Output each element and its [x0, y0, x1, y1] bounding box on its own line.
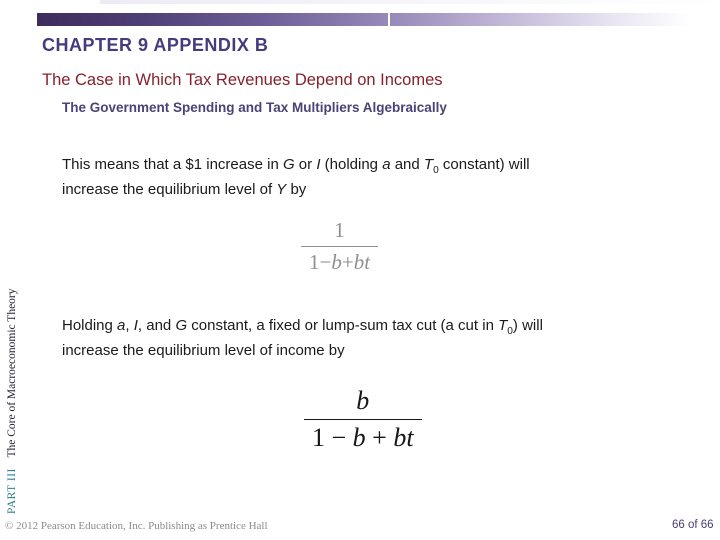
top-accent-strip [100, 0, 720, 4]
section-heading: The Government Spending and Tax Multipliers Algebraically [62, 100, 447, 115]
footer-copyright: © 2012 Pearson Education, Inc. Publishing as Prentice Hall [5, 520, 268, 532]
chapter-title: CHAPTER 9 APPENDIX B [42, 35, 269, 55]
sidebar-vertical-text [6, 288, 18, 514]
tax-multiplier-formula [304, 386, 422, 453]
sidebar-part-label: PART III [6, 468, 18, 514]
government-spending-multiplier-formula [301, 218, 378, 275]
formula-2-numerator: b [356, 386, 370, 415]
header-gradient-bar-gap [388, 13, 390, 26]
formula-2-denominator: 1 − b + bt [304, 419, 422, 453]
slide-subtitle: The Case in Which Tax Revenues Depend on Incomes [42, 71, 443, 89]
header-gradient-bar [37, 13, 692, 26]
formula-1-numerator: 1 [334, 218, 345, 242]
sidebar-series-title: The Core of Macroeconomic Theory [6, 288, 18, 458]
formula-1-denominator: 1−b+bt [301, 246, 378, 275]
page-indicator: 66 of 66 [672, 519, 714, 531]
body-paragraph-2: Holding a, I, and G constant, a fixed or lump-sum tax cut (a cut in $T_0$) will increase the equilibrium level of income by [62, 317, 543, 359]
body-paragraph-1: This means that a $1 increase in G or I (holding a and $T_0$ constant) will increase the equilibrium level of Y by [62, 156, 530, 198]
